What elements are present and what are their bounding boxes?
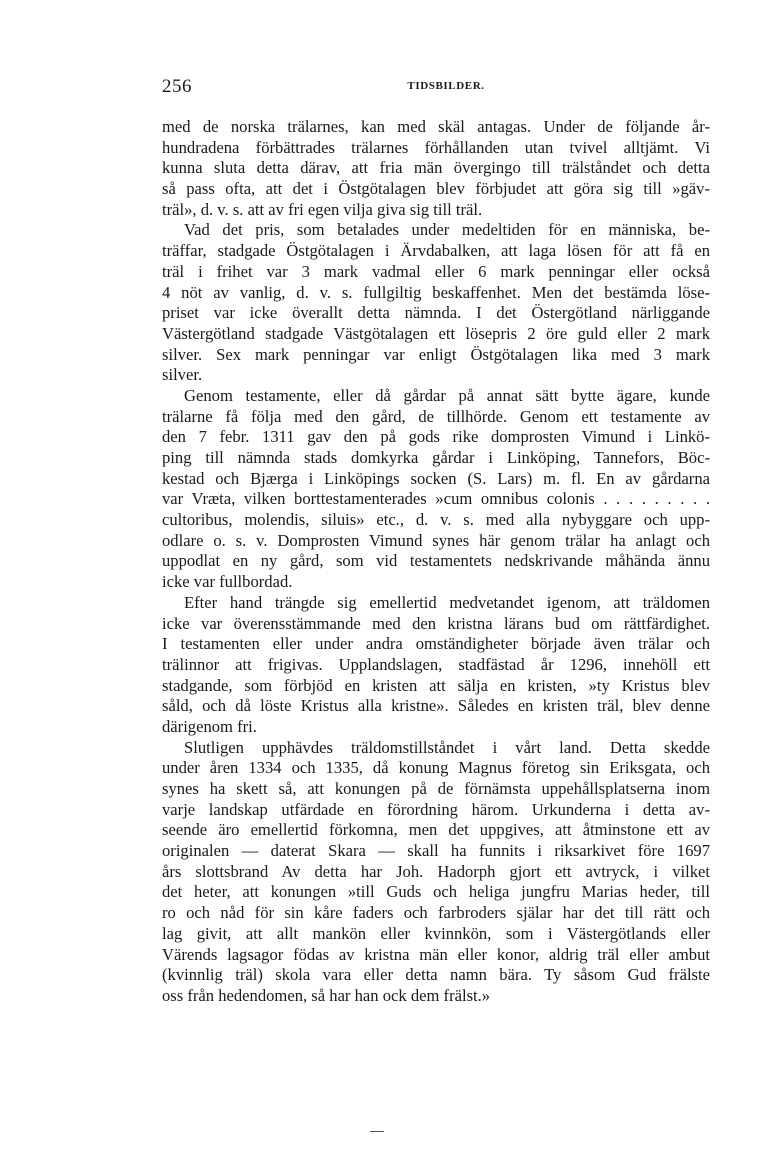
text-line: odlare o. s. v. Domprosten Vimund synes här genom trälar ha anlagt och bbox=[162, 530, 710, 550]
text-line: (kvinnlig träl) skola vara eller detta namn bära. Ty såsom Gud frälste bbox=[162, 965, 710, 985]
text-line: I testamenten eller under andra omständigheter började även trälar och bbox=[162, 634, 710, 654]
text-line: stadgande, som förbjöd en kristen att sälja en kristen, »ty Kristus blev bbox=[162, 675, 710, 695]
text-line: såld, och då löste Kristus alla kristne». Således en kristen träl, blev denne bbox=[162, 696, 710, 716]
text-line: 4 nöt av vanlig, d. v. s. fullgiltig beskaffenhet. Men det bestämda löse- bbox=[162, 282, 710, 302]
text-line: originalen — daterat Skara — skall ha funnits i riksarkivet före 1697 bbox=[162, 841, 710, 861]
text-line: trälinnor att frigivas. Upplandslagen, stadfästad år 1296, innehöll ett bbox=[162, 654, 710, 674]
text-line: icke var överensstämmande med den kristna lärans bud om rättfärdighet. bbox=[162, 613, 710, 633]
page-header bbox=[162, 76, 710, 98]
text-line: seende äro emellertid förkomna, men det uppgives, att åtminstone ett av bbox=[162, 820, 710, 840]
text-line: med de norska trälarnes, kan med skäl antagas. Under de följande år- bbox=[162, 117, 710, 136]
text-line: kunna sluta detta därav, att fria män övergingo till trälståndet och detta bbox=[162, 158, 710, 178]
text-line: synes ha skett så, att konungen på de förnämsta uppehållsplatserna inom bbox=[162, 779, 710, 798]
text-line: cultoribus, molendis, siluis» etc., d. v. s. med alla nybyggare och upp- bbox=[162, 510, 710, 530]
text-line: års slottsbrand Av detta har Joh. Hadorph gjort ett avtryck, i vilket bbox=[162, 861, 710, 881]
footer-rule bbox=[370, 1131, 384, 1132]
text-line: den 7 febr. 1311 gav den på gods rike domprosten Vimund i Linkö- bbox=[162, 427, 710, 447]
text-line: kestad och Bjærga i Linköpings socken (S. Lars) m. fl. En av gårdarna bbox=[162, 468, 710, 488]
text-line: lag givit, att allt mankön eller kvinnkön, som i Västergötlands eller bbox=[162, 923, 710, 943]
text-line: träffar, stadgade Östgötalagen i Ärvdabalken, att laga lösen för att få en bbox=[162, 241, 710, 261]
text-line: Efter hand trängde sig emellertid medvetandet igenom, att träldomen bbox=[184, 592, 710, 612]
paragraph bbox=[162, 117, 710, 220]
text-line: hundradena förbättrades trälarnes förhållanden utan tvivel alltjämt. Vi bbox=[162, 137, 710, 157]
page-number: 256 bbox=[162, 76, 192, 97]
text-line: träl», d. v. s. att av fri egen vilja giva sig till träl. bbox=[162, 199, 483, 219]
text-line: Värends lagsagor födas av kristna män eller konor, aldrig träl eller ambut bbox=[162, 944, 710, 964]
text-line: träl i frihet var 3 mark vadmal eller 6 mark penningar eller också bbox=[162, 261, 710, 281]
text-line: ping till nämnda stads domkyrka gårdar i Linköping, Tannefors, Böc- bbox=[162, 448, 710, 467]
text-line: ro och nåd för sin kåre faders och farbroders själar har det till rätt och bbox=[162, 903, 710, 923]
text-line: trälarne få följa med den gård, de tillhörde. Genom ett testamente av bbox=[162, 406, 710, 426]
text-line: Västergötland stadgade Västgötalagen ett lösepris 2 öre guld eller 2 mark bbox=[162, 323, 710, 343]
text-line: så pass ofta, att det i Östgötalagen blev förbjudet att göra sig till »gäv- bbox=[162, 179, 710, 199]
running-title: TIDSBILDER. bbox=[407, 80, 485, 92]
paragraph bbox=[162, 593, 710, 738]
paragraph bbox=[162, 738, 710, 1007]
text-line: det heter, att konungen »till Guds och heliga jungfru Marias heder, till bbox=[162, 882, 710, 902]
paragraph bbox=[162, 220, 710, 386]
text-line: priset var icke överallt detta nämnda. I det Östergötland närliggande bbox=[162, 303, 710, 323]
text-line: silver. bbox=[162, 365, 203, 385]
text-line: silver. Sex mark penningar var enligt Östgötalagen lika med 3 mark bbox=[162, 344, 710, 364]
text-line: Genom testamente, eller då gårdar på annat sätt bytte ägare, kunde bbox=[184, 385, 710, 405]
text-line: Vad det pris, som betalades under medeltiden för en människa, be- bbox=[184, 220, 710, 240]
body-text bbox=[162, 117, 710, 1007]
text-line: Slutligen upphävdes träldomstillståndet i vårt land. Detta skedde bbox=[184, 737, 710, 757]
paragraph bbox=[162, 386, 710, 593]
text-line: under åren 1334 och 1335, då konung Magnus företog sin Eriksgata, och bbox=[162, 758, 710, 778]
text-line: icke var fullbordad. bbox=[162, 572, 293, 592]
text-line: var Vræta, vilken borttestamenterades »cum omnibus colonis . . . . . . . . . bbox=[162, 489, 710, 509]
text-line: därigenom fri. bbox=[162, 716, 257, 736]
text-line: oss från hedendomen, så har han ock dem frälst.» bbox=[162, 985, 491, 1005]
text-line: varje landskap utfärdade en förordning härom. Urkunderna i detta av- bbox=[162, 799, 710, 819]
text-line: uppodlat en ny gård, som vid testamentets nedskrivande måhända ännu bbox=[162, 551, 710, 571]
